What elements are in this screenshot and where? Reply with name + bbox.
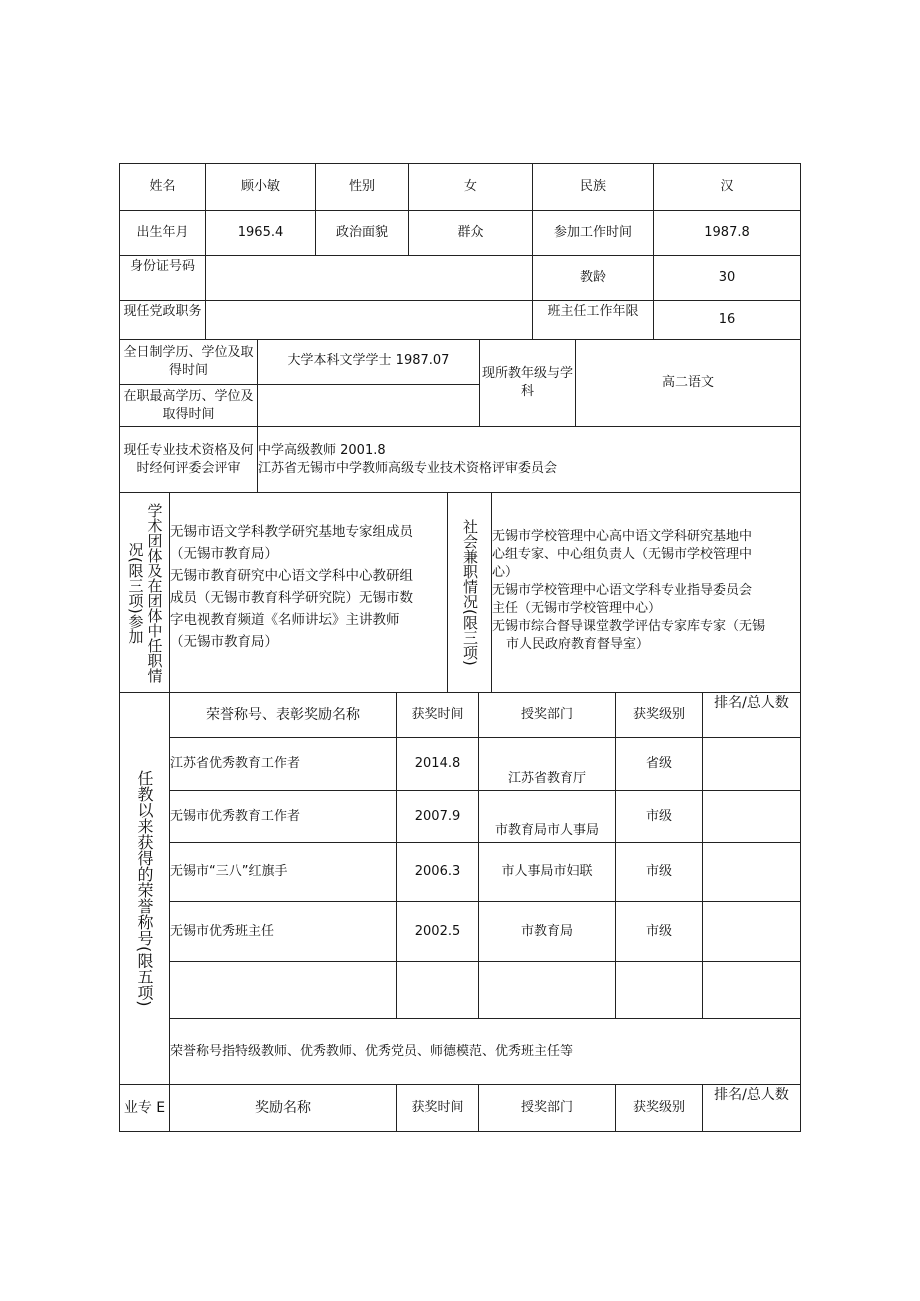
honor-rank	[703, 962, 800, 1018]
social-line: 无锡市学校管理中心语文学科专业指导委员会	[492, 583, 753, 598]
honor-time	[397, 962, 478, 1018]
title-label-line: 现任专业技术资格及何	[123, 442, 254, 458]
title-value-line: 中学高级教师 2001.8	[258, 442, 386, 458]
head-teacher-years-label: 班主任工作年限	[547, 304, 639, 319]
honor-dept: 市人事局市妇联	[501, 864, 593, 879]
fulltime-edu-value: 大学本科文学学士 1987.07	[287, 353, 450, 368]
inservice-edu-label	[120, 385, 257, 426]
table-border-right	[800, 163, 801, 1132]
ethnic-value: 汉	[720, 179, 734, 194]
political-label: 政治面貌	[335, 225, 388, 240]
birth-value: 1965.4	[237, 225, 284, 240]
awards-header-time: 获奖时间	[411, 1100, 464, 1115]
fulltime-edu-label	[120, 340, 257, 384]
honors-side-label-text: 任教以来获得的荣誉称号(限五项)	[135, 770, 154, 1007]
honor-level	[616, 962, 702, 1018]
party-post-value	[206, 301, 532, 339]
inservice-edu-label-line: 在职最高学历、学位及	[123, 388, 254, 404]
academic-line: （无锡市教育局）	[170, 546, 278, 562]
honors-header-level: 获奖级别	[632, 707, 685, 722]
honor-rank	[703, 738, 800, 790]
social-line: 市人民政府教育督导室）	[506, 637, 650, 652]
party-post-label: 现任党政职务	[123, 304, 202, 319]
fulltime-edu-label-line: 得时间	[168, 363, 208, 378]
id-label: 身份证号码	[129, 259, 195, 274]
honor-level: 省级	[645, 756, 672, 771]
awards-header-name: 奖励名称	[255, 1100, 311, 1116]
honor-time: 2014.8	[414, 756, 461, 771]
honor-name: 无锡市优秀教育工作者	[170, 808, 301, 824]
honor-level: 市级	[645, 923, 672, 939]
social-line: 心）	[492, 565, 519, 580]
academic-line: 成员（无锡市教育科学研究院）无锡市数	[170, 590, 413, 606]
work-start-label: 参加工作时间	[553, 225, 632, 240]
social-content	[492, 528, 800, 678]
academic-line: 字电视教育频道《名师讲坛》主讲教师	[170, 612, 400, 628]
honor-name: 江苏省优秀教育工作者	[170, 756, 301, 771]
name-label: 姓名	[149, 179, 176, 194]
academic-line: 无锡市语文学科教学研究基地专家组成员	[170, 524, 413, 540]
grade-subject-label-line: 科	[520, 384, 534, 399]
gender-value: 女	[463, 179, 477, 194]
ethnic-label: 民族	[579, 179, 606, 194]
awards-header-level: 获奖级别	[632, 1100, 685, 1115]
work-start-value: 1987.8	[704, 225, 750, 240]
fulltime-edu-label-line: 全日制学历、学位及取	[123, 345, 254, 360]
teach-years-value: 30	[718, 270, 736, 285]
academic-content	[170, 521, 447, 681]
inservice-edu-label-line: 取得时间	[162, 406, 215, 422]
social-line: 主任（无锡市学校管理中心）	[492, 601, 662, 616]
teach-years-label: 教龄	[579, 270, 606, 285]
honor-name: 无锡市“三八”红旗手	[170, 864, 288, 879]
honor-dept: 市教育局	[520, 923, 573, 939]
academic-side-label-text: 学术团体及在团体中任职情况(限三项)参加	[126, 502, 164, 683]
head-teacher-years-value: 16	[718, 312, 736, 327]
honors-side-label	[120, 693, 169, 1084]
rule	[119, 1131, 801, 1132]
gender-label: 性别	[348, 179, 375, 194]
honor-rank	[703, 843, 800, 901]
honor-level: 市级	[645, 808, 672, 824]
grade-subject-label-line: 现所教年级与学	[481, 366, 573, 381]
title-label-line: 时经何评委会评审	[136, 460, 241, 476]
awards-header-rank: 排名/总人数	[714, 1087, 789, 1103]
id-value	[206, 256, 532, 300]
birth-label: 出生年月	[136, 225, 189, 240]
honor-time: 2006.3	[414, 864, 461, 879]
honors-header-dept: 授奖部门	[520, 707, 573, 722]
name-value: 顾小敏	[240, 179, 280, 194]
grade-subject-value: 高二语文	[661, 375, 714, 390]
academic-side-label	[120, 493, 169, 692]
social-line: 无锡市综合督导课堂教学评估专家库专家（无锡	[492, 619, 766, 634]
social-line: 无锡市学校管理中心高中语文学科研究基地中	[492, 529, 753, 544]
honors-header-rank: 排名/总人数	[714, 695, 789, 711]
honor-time: 2007.9	[414, 808, 461, 824]
social-side-label-text: 社会兼职情况(限三项)	[461, 519, 479, 666]
honor-rank	[703, 791, 800, 842]
honor-time: 2002.5	[414, 923, 461, 939]
title-value-line: 江苏省无锡市中学教师高级专业技术资格评审委员会	[258, 460, 558, 476]
academic-line: （无锡市教育局）	[170, 634, 278, 650]
title-value	[258, 427, 800, 492]
honor-name: 无锡市优秀班主任	[170, 923, 275, 939]
grade-subject-label	[480, 340, 575, 426]
honor-dept: 江苏省教育厅	[507, 771, 586, 786]
title-label	[120, 427, 257, 492]
political-value: 群众	[457, 225, 484, 240]
social-side-label	[448, 493, 491, 692]
honors-header-name: 荣誉称号、表彰奖励名称	[206, 707, 360, 723]
honor-dept: 市教育局市人事局	[494, 823, 599, 838]
honor-dept	[479, 962, 615, 1018]
inservice-edu-value	[258, 385, 479, 426]
awards-header-dept: 授奖部门	[520, 1100, 573, 1115]
honors-note: 荣誉称号指特级教师、优秀教师、优秀党员、师德模范、优秀班主任等	[170, 1043, 574, 1059]
honor-name	[170, 962, 396, 1018]
honor-rank	[703, 902, 800, 961]
honors-header-time: 获奖时间	[411, 707, 464, 722]
social-line: 心组专家、中心组负责人（无锡市学校管理中	[492, 547, 753, 562]
awards-side-label: 业专 E	[123, 1100, 166, 1116]
academic-line: 无锡市教育研究中心语文学科中心教研组	[170, 568, 413, 584]
honor-level: 市级	[645, 864, 672, 879]
